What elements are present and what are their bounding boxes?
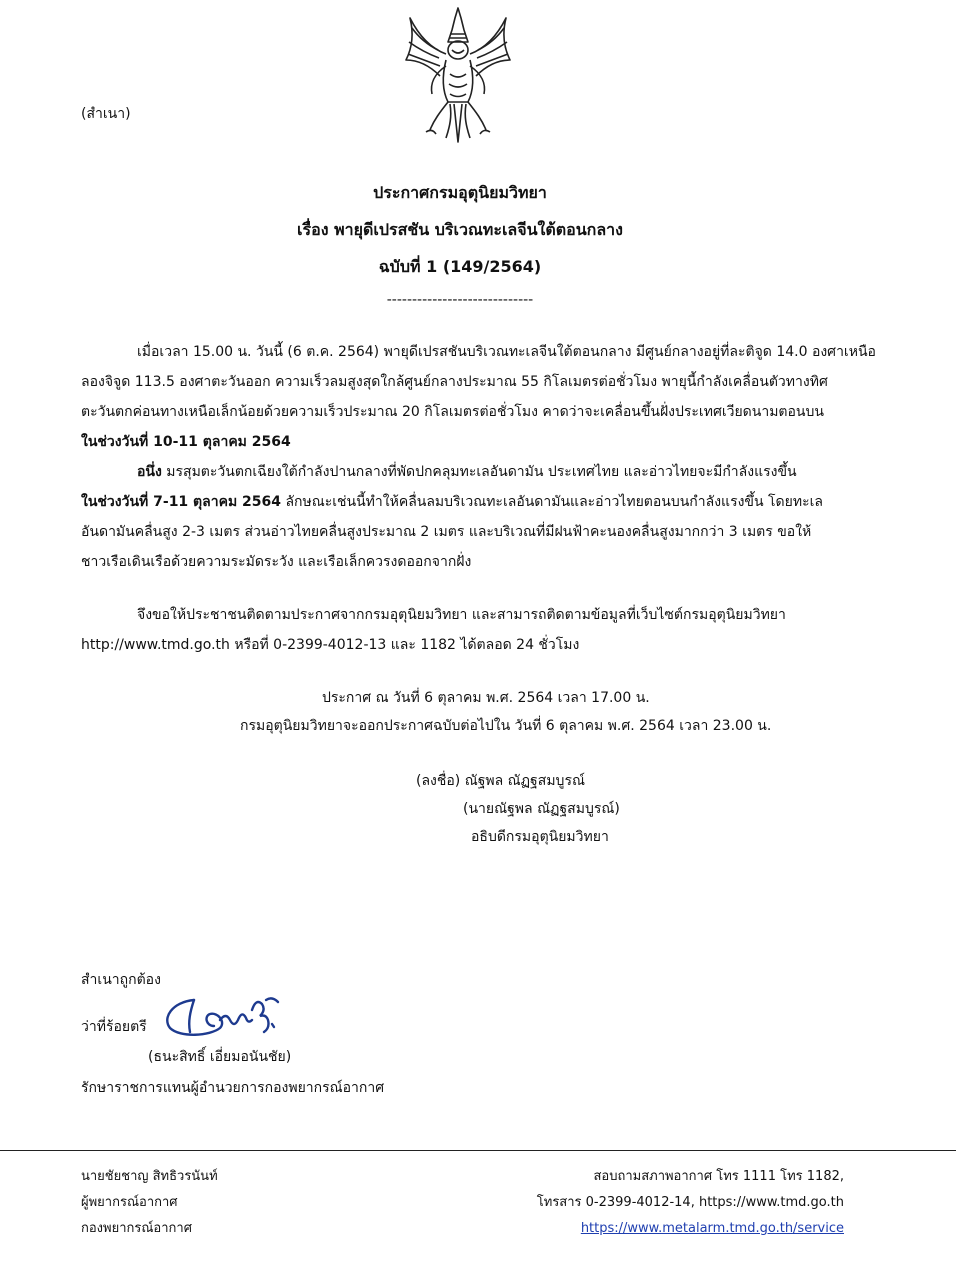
paragraph-line-bold: ในช่วงวันที่ 10-11 ตุลาคม 2564 xyxy=(81,434,291,450)
document-title: ประกาศกรมอุตุนิยมวิทยา xyxy=(373,183,547,202)
paragraph-line: ชาวเรือเดินเรือด้วยความระมัดระวัง และเรือเล็กควรงดออกจากฝั่ง xyxy=(81,554,472,570)
certify-name: (ธนะสิทธิ์ เอี่ยมอนันชัย) xyxy=(148,1049,292,1065)
footer-contact-fax: โทรสาร 0-2399-4012-14, https://www.tmd.go.th xyxy=(536,1195,844,1210)
paragraph-lead: อนึ่ง xyxy=(137,464,162,480)
document-subject: เรื่อง พายุดีเปรสชัน บริเวณทะเลจีนใต้ตอนกลาง xyxy=(297,220,623,239)
copy-mark: (สำเนา) xyxy=(81,106,131,122)
footer-forecaster-role: ผู้พยากรณ์อากาศ xyxy=(81,1195,178,1210)
garuda-emblem-icon xyxy=(400,4,516,146)
paragraph-line: เมื่อเวลา 15.00 น. วันนี้ (6 ต.ค. 2564) พายุดีเปรสชันบริเวณทะเลจีนใต้ตอนกลาง มีศูนย์กลางอยู่ที่ละติจูด 14.0 องศาเหนือ xyxy=(137,344,876,360)
certify-rank: ว่าที่ร้อยตรี xyxy=(81,1019,147,1035)
signatory-signed: (ลงชื่อ) ณัฐพล ณัฏฐสมบูรณ์ xyxy=(416,773,585,789)
certify-position: รักษาราชการแทนผู้อำนวยการกองพยากรณ์อากาศ xyxy=(81,1080,385,1096)
footer-contact-phone: สอบถามสภาพอากาศ โทร 1111 โทร 1182, xyxy=(593,1169,844,1184)
metalarm-link[interactable]: https://www.metalarm.tmd.go.th/service xyxy=(580,1221,844,1236)
footer-right xyxy=(537,1164,844,1242)
paragraph-line: ลักษณะเช่นนี้ทำให้คลื่นลมบริเวณทะเลอันดามันและอ่าวไทยตอนบนกำลังแรงขึ้น โดยทะเล xyxy=(281,494,823,510)
paragraph-date-bold: ในช่วงวันที่ 7-11 ตุลาคม 2564 xyxy=(81,494,282,510)
announce-date: ประกาศ ณ วันที่ 6 ตุลาคม พ.ศ. 2564 เวลา 17.00 น. xyxy=(322,690,650,706)
paragraph-line: อันดามันคลื่นสูง 2-3 เมตร ส่วนอ่าวไทยคลื่นสูงประมาณ 2 เมตร และบริเวณที่มีฝนฟ้าคะนองคลื่นสูงมากกว่า 3 เมตร ขอให้ xyxy=(81,524,812,540)
document-issue: ฉบับที่ 1 (149/2564) xyxy=(378,257,542,276)
paragraph-line: ลองจิจูด 113.5 องศาตะวันออก ความเร็วลมสูงสุดใกล้ศูนย์กลางประมาณ 55 กิโลเมตรต่อชั่วโมง พายุนี้กำลังเคลื่อนตัวทางทิศ xyxy=(81,374,828,390)
footer-forecaster-name: นายชัยชาญ สิทธิวรนันท์ xyxy=(81,1169,218,1184)
certify-label: สำเนาถูกต้อง xyxy=(81,972,161,988)
handwritten-signature-icon xyxy=(160,990,290,1042)
paragraph-line: http://www.tmd.go.th หรือที่ 0-2399-4012-13 และ 1182 ได้ตลอด 24 ชั่วโมง xyxy=(81,637,580,653)
signatory-name: (นายณัฐพล ณัฏฐสมบูรณ์) xyxy=(463,801,620,817)
paragraph-line: ตะวันตกค่อนทางเหนือเล็กน้อยด้วยความเร็วประมาณ 20 กิโลเมตรต่อชั่วโมง คาดว่าจะเคลื่อนขึ้นฝั่งประเทศเวียดนามตอนบน xyxy=(81,404,824,420)
header-divider: ----------------------------- xyxy=(386,292,534,308)
paragraph-line: จึงขอให้ประชาชนติดตามประกาศจากกรมอุตุนิยมวิทยา และสามารถติดตามข้อมูลที่เว็บไซต์กรมอุตุนิยมวิทยา xyxy=(137,607,786,623)
signatory-title: อธิบดีกรมอุตุนิยมวิทยา xyxy=(471,829,609,845)
paragraph-follow-up xyxy=(81,600,844,660)
paragraph-monsoon xyxy=(81,457,844,577)
paragraph-storm-position xyxy=(81,337,876,457)
footer-department: กองพยากรณ์อากาศ xyxy=(81,1221,192,1236)
footer-divider xyxy=(0,1150,956,1151)
footer-left xyxy=(81,1164,218,1242)
announce-next: กรมอุตุนิยมวิทยาจะออกประกาศฉบับต่อไปใน วันที่ 6 ตุลาคม พ.ศ. 2564 เวลา 23.00 น. xyxy=(240,718,772,734)
paragraph-line: มรสุมตะวันตกเฉียงใต้กำลังปานกลางที่พัดปกคลุมทะเลอันดามัน ประเทศไทย และอ่าวไทยจะมีกำลังแรงขึ้น xyxy=(161,464,797,480)
